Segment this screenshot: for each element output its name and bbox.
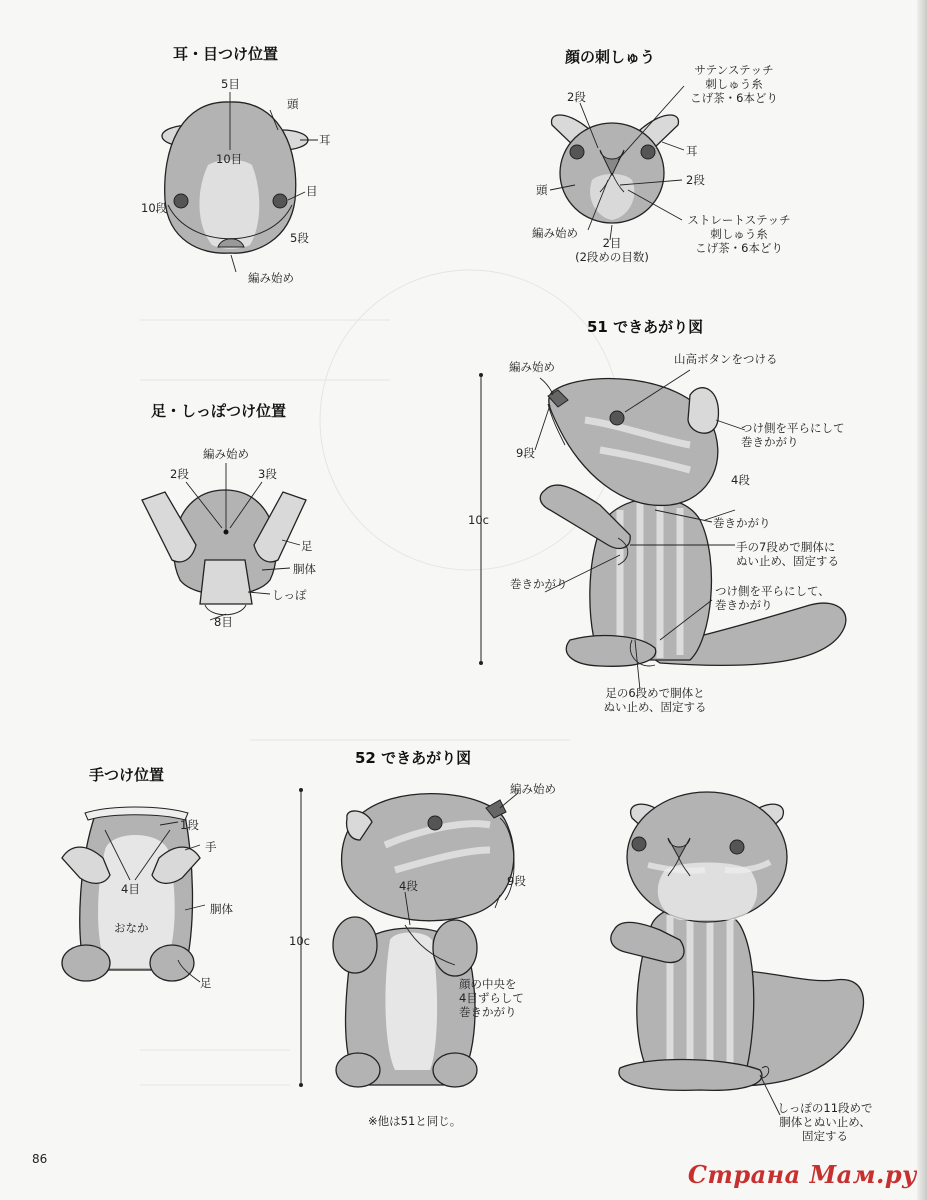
heading-face: 顔の刺しゅう (565, 48, 656, 66)
label-leg-dan2: 2段 (170, 467, 189, 481)
label-51-button: 山高ボタンをつける (674, 352, 778, 366)
label-row5: 5目 (221, 77, 240, 91)
label-51-dan4: 4段 (731, 473, 750, 487)
label-face-head: 頭 (536, 183, 548, 197)
label-leg-dan3: 3段 (258, 467, 277, 481)
label-dan10: 10段 (141, 201, 168, 215)
label-arm-hand: 手 (205, 840, 217, 854)
label-face-start: 編み始め (532, 226, 578, 240)
label-51-hand: 手の7段めで胴体に ぬい止め、固定する (736, 540, 840, 568)
face-embroidery-diagram (550, 86, 684, 240)
label-51-dan9: 9段 (516, 446, 535, 460)
label-leg-body: 胴体 (293, 562, 316, 576)
heading-fig52: 52 できあがり図 (355, 749, 472, 767)
watermark: Страна Мам.ру (687, 1160, 917, 1189)
label-ear: 耳 (319, 133, 331, 147)
label-straight-stitch: ストレートステッチ 刺しゅう糸 こげ茶・6本どり (687, 213, 791, 255)
label-52-note: ※他は51と同じ。 (368, 1114, 462, 1128)
label-51-whip1: 巻きかがり (713, 516, 771, 530)
label-tail: しっぽ (272, 588, 307, 602)
label-51-start: 編み始め (509, 360, 555, 374)
label-52-dan4: 4段 (399, 879, 418, 893)
fig52-finished-diagram (299, 788, 864, 1115)
label-face-dan2: 2段 (567, 90, 586, 104)
label-row10: 10目 (216, 152, 243, 166)
heading-leg-tail: 足・しっぽつけ位置 (151, 402, 287, 420)
heading-ear-eye: 耳・目つけ位置 (173, 45, 279, 63)
label-52-dan9: 9段 (507, 874, 526, 888)
label-arm-dan1: 1段 (180, 818, 199, 832)
label-arm-body: 胴体 (210, 902, 233, 916)
label-52-start: 編み始め (510, 782, 556, 796)
label-52-center: 顔の中央を 4目ずらして 巻きかがり (459, 977, 524, 1019)
label-arm-belly: おなか (114, 921, 149, 935)
label-head: 頭 (287, 97, 299, 111)
label-51-flat1: つけ側を平らにして 巻きかがり (741, 421, 845, 449)
label-face-dan2b: 2段 (686, 173, 705, 187)
page-number: 86 (32, 1152, 48, 1166)
heading-arm: 手つけ位置 (89, 766, 165, 784)
label-dan5: 5段 (290, 231, 309, 245)
label-51-whip2: 巻きかがり (510, 577, 568, 591)
label-52-tail: しっぽの11段めで 胴体とぬい止め、 固定する (777, 1101, 873, 1143)
label-51-flat2: つけ側を平らにして、 巻きかがり (715, 584, 830, 612)
label-face-ear: 耳 (686, 144, 698, 158)
label-row8: 8目 (214, 615, 233, 629)
ear-eye-diagram (162, 92, 318, 272)
label-start: 編み始め (248, 271, 294, 285)
label-satin-stitch: サテンステッチ 刺しゅう糸 こげ茶・6本どり (690, 63, 778, 105)
page-binding-edge (917, 0, 927, 1200)
label-leg-start: 編み始め (203, 447, 249, 461)
label-51-size: 10c (468, 513, 489, 527)
label-eye: 目 (306, 184, 318, 198)
label-leg: 足 (301, 539, 313, 553)
label-arm-row4: 4目 (121, 882, 140, 896)
heading-fig51: 51 できあがり図 (587, 318, 704, 336)
label-arm-foot: 足 (200, 976, 212, 990)
label-52-size: 10c (289, 934, 310, 948)
fig51-finished-diagram (479, 370, 846, 690)
label-51-foot: 足の6段めで胴体と ぬい止め、固定する (603, 686, 707, 714)
label-row2: 2目 (2段めの目数) (575, 236, 649, 264)
